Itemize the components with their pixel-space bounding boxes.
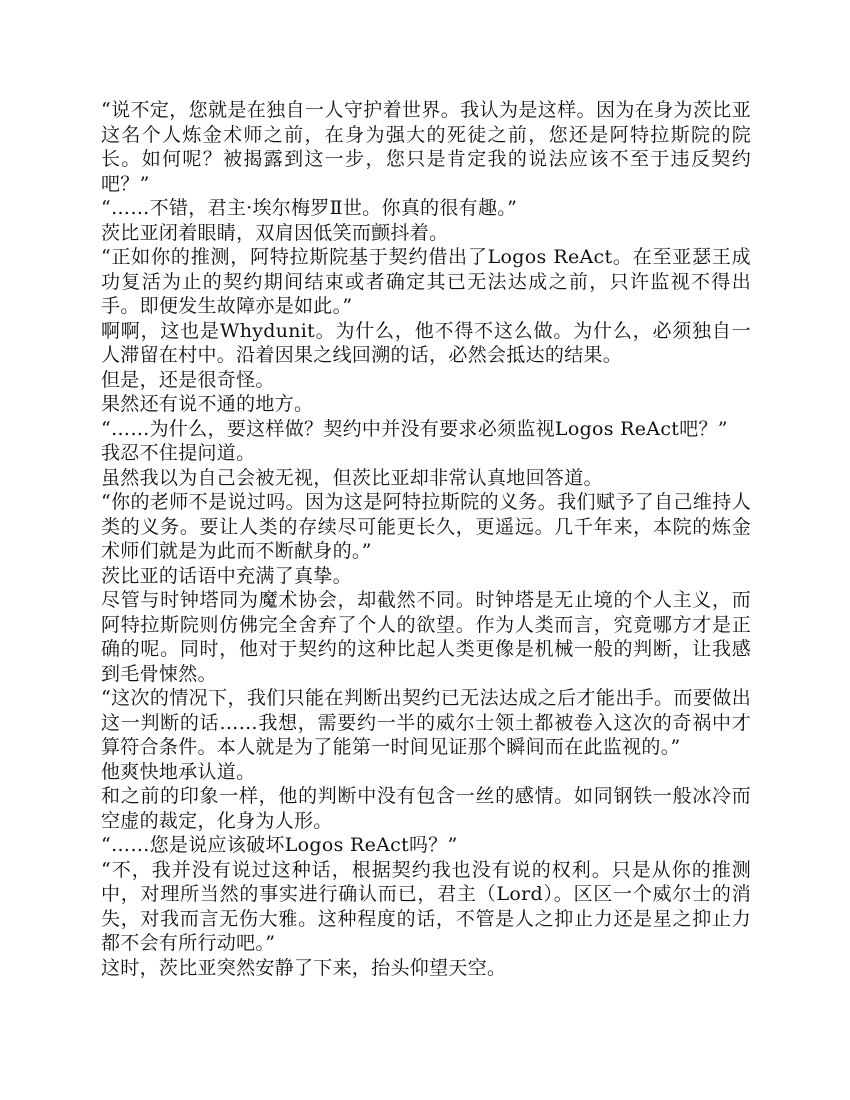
paragraph: “不，我并没有说过这种话，根据契约我也没有说的权利。只是从你的推测中，对理所当然的事实进行确认而已，君主（Lord）。区区一个威尔士的消失，对我而言无伤大雅。这种程度的话，不管是人之抑止力还是星之抑止力都不会有所行动吧。” [101, 858, 751, 954]
paragraph: “说不定，您就是在独自一人守护着世界。我认为是这样。因为在身为茨比亚这名个人炼金术师之前，在身为强大的死徒之前，您还是阿特拉斯院的院长。如何呢？被揭露到这一步，您只是肯定我的说法应该不至于违反契约吧？” [101, 99, 751, 195]
paragraph: “……不错，君主·埃尔梅罗Ⅱ世。你真的很有趣。” [101, 197, 518, 219]
paragraph: 他爽快地承认道。 [101, 760, 256, 783]
paragraph: “正如你的推测，阿特拉斯院基于契约借出了Logos ReAct。在至亚瑟王成功复活为止的契约期间结束或者确定其已无法达成之前，只许监视不得出手。即便发生故障亦是如此。” [101, 246, 751, 317]
paragraph: “你的老师不是说过吗。因为这是阿特拉斯院的义务。我们赋予了自己维持人类的义务。要让人类的存续尽可能更长久，更遥远。几千年来，本院的炼金术师们就是为此而不断献身的。” [101, 491, 751, 562]
paragraph: “……您是说应该破坏Logos ReAct吗？” [101, 834, 458, 856]
paragraph: 和之前的印象一样，他的判断中没有包含一丝的感情。如同钢铁一般冰冷而空虚的裁定，化身为人形。 [101, 785, 751, 832]
paragraph: 但是，还是很奇怪。 [101, 368, 275, 391]
paragraph: 尽管与时钟塔同为魔术协会，却截然不同。时钟塔是无止境的个人主义，而阿特拉斯院则仿佛完全舍弃了个人的欲望。作为人类而言，究竟哪方才是正确的呢。同时，他对于契约的这种比起人类更像是机械一般的判断，让我感到毛骨悚然。 [101, 589, 751, 685]
paragraph: 茨比亚闭着眼睛，双肩因低笑而颤抖着。 [101, 221, 449, 244]
paragraph: 这时，茨比亚突然安静了下来，抬头仰望天空。 [101, 956, 507, 979]
paragraph: 我忍不住提问道。 [101, 442, 256, 464]
paragraph: 果然还有说不通的地方。 [101, 393, 314, 415]
paragraph: 虽然我以为自己会被无视，但茨比亚却非常认真地回答道。 [101, 466, 603, 489]
paragraph: “……为什么，要这样做？契约中并没有要求必须监视Logos ReAct吧？” [101, 417, 728, 440]
paragraph: 茨比亚的话语中充满了真挚。 [101, 564, 352, 587]
paragraph: 啊啊，这也是Whydunit。为什么，他不得不这么做。为什么，必须独自一人滞留在村中。沿着因果之线回溯的话，必然会抵达的结果。 [101, 319, 751, 366]
paragraph: “这次的情况下，我们只能在判断出契约已无法达成之后才能出手。而要做出这一判断的话……我想，需要约一半的威尔士领土都被卷入这次的奇祸中才算符合条件。本人就是为了能第一时间见证那个瞬间而在此监视的。” [101, 687, 751, 758]
document-body [101, 98, 751, 980]
